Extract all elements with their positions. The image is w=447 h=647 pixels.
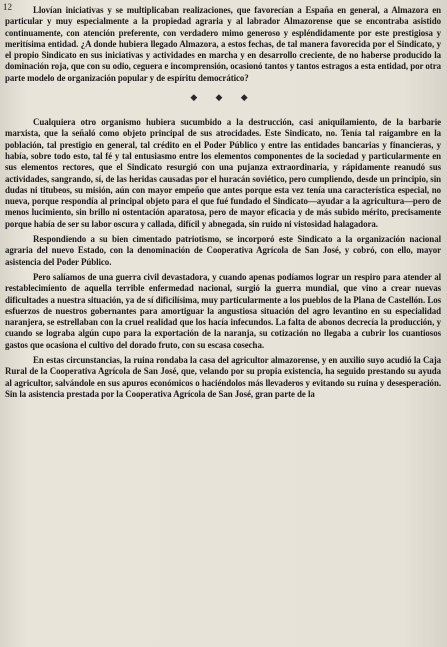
section-separator: ◆ ◆ ◆ <box>190 92 256 103</box>
paragraph-3: Respondiendo a su bien cimentado patriotismo, se incorporó este Sindicato a la organización nacional agraria del nuevo Estado, con la denominación de Cooperativa Agrícola de San José, y cobró, con ello, mayor asistencia del Poder Público. <box>5 234 441 267</box>
paragraph-5: En estas circunstancias, la ruina rondaba la casa del agricultor almazorense, y en auxilio suyo acudió la Caja Rural de la Cooperativa Agrícola de San José, que, velando por su propia existencia, ha seguido prestando su ayuda al agricultor, salvándole en sus apuros económicos o haciéndolos más llevaderos y evitando su ruina y desesperación. Sin la asistencia prestada por la Cooperativa Agrícola de San José, gran parte de la <box>5 355 441 399</box>
paragraph-2: Cualquiera otro organismo hubiera sucumbido a la destrucción, casi aniquilamiento, de la barbarie marxista, que la señaló como objeto principal de sus atrocidades. Este Sindicato, no. Tenía tal raigambre en la población, tal prestigio en general, tal crédito en el Poder Público y entre las entidades bancarias y financieras, y había, sobre todo esto, tal fé y tal entusiasmo entre los elementos componentes de la sociedad y particularmente en sus elementos rectores, que el Sindicato resurgió con una pujanza extraordinaria, y rápidamente reanudó sus actividades, sangrando, sí, de las heridas causadas por el huracán soviético, pero cumpliendo, desde un principio, sin dudas ni titubeos, su misión, aún con mayor empeño que antes porque esta vez tenía una característica especial, no nueva, porque respondía al principal objeto para el que fué fundado el Sindicato—ayudar a la agricultura—pero de menos lucimiento, sin brillo ni ostentación aparatosa, pero de mayor eficacia y de más subido mérito, precisamente porque había de ser su labor oscura y callada, difícil y abnegada, sin ruido ni vistosidad halagadora. <box>5 117 441 229</box>
paragraph-4: Pero salíamos de una guerra civil devastadora, y cuando apenas podíamos lograr un respiro para atender al restablecimiento de aquella terrible enfermedad nacional, surgió la guerra mundial, que vino a crear nuevas dificultades a nuestra situación, ya de sí dificilísima, muy particularmente a los pueblos de la Plana de Castellón. Los esfuerzos de nuestros gobernantes para amortiguar la angustiosa situación del agro levantino en su especialidad naranjera, se estrellaban con la cruel realidad que los hacía infecundos. La falta de abonos decrecía la producción, y cuando se lograba algún cupo para la exportación de la naranja, su cotización no llegaba a cubrir los cuantiosos gastos que ocasiona el cultivo del dorado fruto, con su escasa cosecha. <box>5 271 441 350</box>
page-number: 12 <box>3 2 12 12</box>
paragraph-1: Llovían iniciativas y se multiplicaban realizaciones, que favorecían a España en general, a Almazora en particular y muy especialmente a la propiedad agraria y al labrador Almazorense que se encontraba asistido continuamente, con atención preferente, con verdadero mimo generoso y espléndidamente por este prestigiosa y meritísima entidad. ¿A donde hubiera llegado Almazora, a estos fechas, de tal manera favorecida por el Sindicato, y el propio Sindicato en sus iniciativas y actividades en marcha y en desarrollo creciente, de no haberse producido la dominación roja, que con su odio, ceguera e incomprensión, ocasionó tantos y tantos estragos a esta entidad, por otra parte modelo de organización popular y de espíritu democrático? <box>5 5 441 83</box>
